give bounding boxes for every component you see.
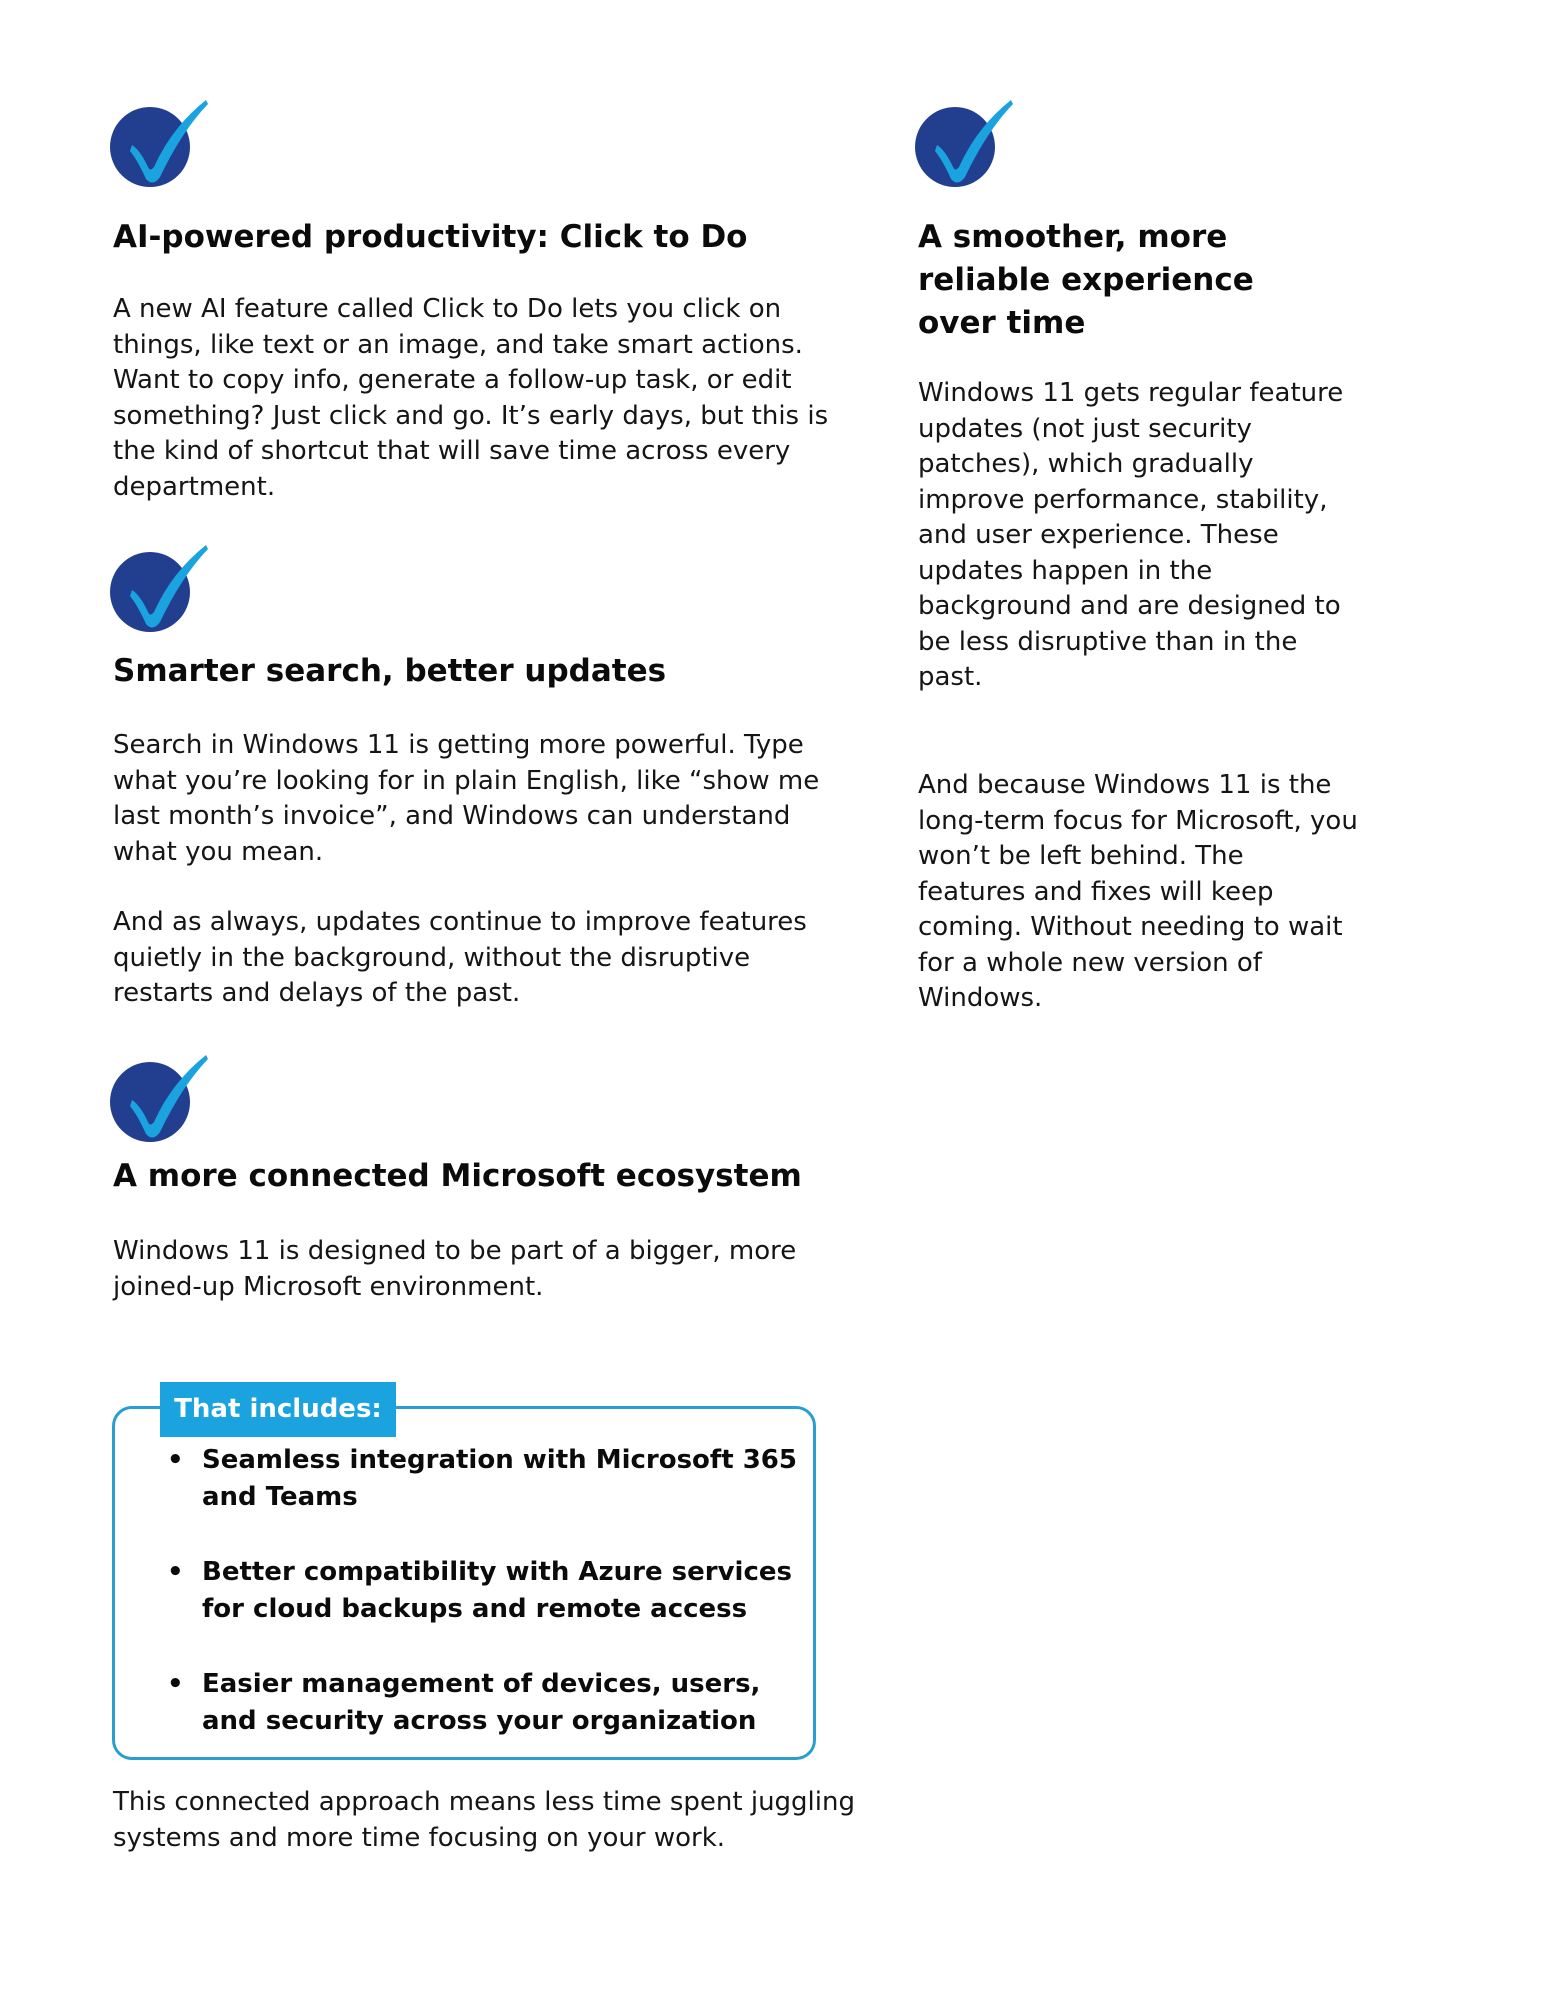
includes-label: That includes: — [160, 1382, 396, 1437]
section-paragraph: Search in Windows 11 is getting more powerful. Type what you’re looking for in plain English, like “show me last month’s invoice”, and Windows can understand what you mean. — [113, 730, 820, 867]
section-paragraph: And as always, updates continue to improve features quietly in the background, without the disruptive restarts and delays of the past. — [113, 907, 807, 1008]
section-heading: Smarter search, better updates — [113, 653, 667, 689]
section-paragraph: Windows 11 is designed to be part of a bigger, more joined-up Microsoft environment. — [113, 1236, 797, 1302]
list-item: • Better compatibility with Azure services for cloud backups and remote access — [163, 1554, 823, 1628]
closing-paragraph: This connected approach means less time spent juggling systems and more time focusing on your work. — [113, 1787, 855, 1853]
section-paragraph: And because Windows 11 is the long-term focus for Microsoft, you won’t be left behind. The features and fixes will keep coming. Without needing to wait for a whole new version of Windows. — [918, 770, 1358, 1013]
list-item: • Easier management of devices, users, and security across your organization — [163, 1666, 823, 1740]
checkmark-circle-icon — [110, 95, 210, 191]
includes-list — [163, 1442, 823, 1778]
list-item: • Seamless integration with Microsoft 365 and Teams — [163, 1442, 823, 1516]
section-paragraph: A new AI feature called Click to Do lets you click on things, like text or an image, and take smart actions. Want to copy info, generate a follow-up task, or edit something? Just click and go. It’s early days, but this is the kind of shortcut that will save time across every department. — [113, 294, 829, 502]
section-heading: A more connected Microsoft ecosystem — [113, 1158, 802, 1194]
section-paragraph: Windows 11 gets regular feature updates (not just security patches), which gradually improve performance, stability, and user experience. These updates happen in the background and are designed to be less disruptive than in the past. — [918, 378, 1344, 692]
checkmark-circle-icon — [915, 95, 1015, 191]
section-heading: AI-powered productivity: Click to Do — [113, 219, 748, 255]
checkmark-circle-icon — [110, 540, 210, 636]
checkmark-circle-icon — [110, 1050, 210, 1146]
section-heading: A smoother, more reliable experience over time — [918, 219, 1254, 341]
